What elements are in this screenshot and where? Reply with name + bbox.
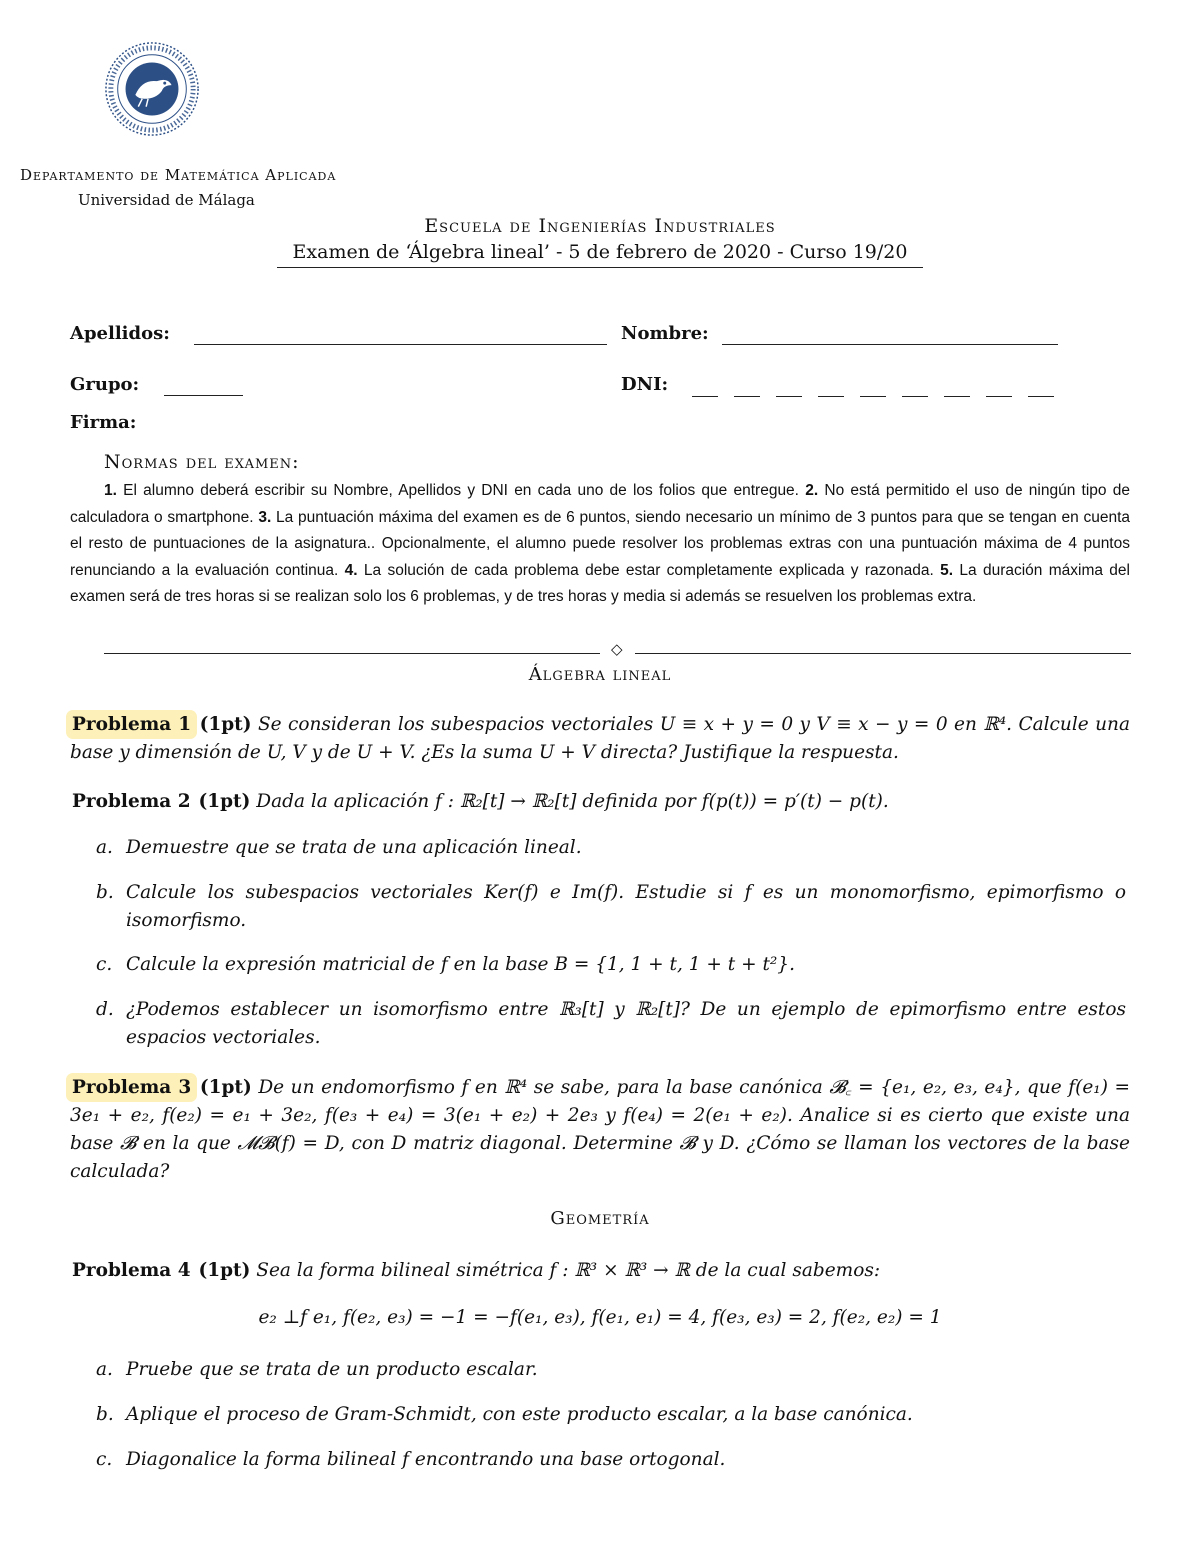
item-letter: a. <box>96 837 113 858</box>
problem-item <box>96 834 1130 862</box>
rule-number: 4. <box>344 561 358 579</box>
firma-label: Firma: <box>70 412 137 433</box>
item-text: Calcule los subespacios vectoriales Ker(f) e Im(f). Estudie si f es un monomorfismo, epimorfismo o isomorfismo. <box>126 882 1126 931</box>
problem-item <box>96 951 1130 979</box>
problem-formula: e₂ ⊥𝑓 e₁, f(e₂, e₃) = −1 = −f(e₁, e₃), f(e₁, e₁) = 4, f(e₃, e₃) = 2, f(e₂, e₂) = 1 <box>258 1307 942 1328</box>
rules-text <box>70 478 1130 611</box>
rule-number: 1. <box>104 482 117 499</box>
department-name: Departamento de Matemática Aplicada <box>20 166 337 184</box>
problem-item <box>96 996 1130 1052</box>
item-letter: c. <box>96 954 113 975</box>
dni-label: DNI: <box>621 374 669 395</box>
problem-3 <box>70 1074 1130 1186</box>
problem-title: Problema 4 <box>72 1260 191 1281</box>
dni-digit-slot[interactable] <box>692 396 718 397</box>
rule-number: 5. <box>940 561 954 579</box>
item-text: Pruebe que se trata de un producto escalar. <box>126 1359 538 1380</box>
problem-statement: Sea la forma bilineal simétrica f : ℝ³ × ℝ³ → ℝ de la cual sabemos: <box>256 1260 881 1281</box>
separator-line <box>635 653 1131 654</box>
problem-statement: De un endomorfismo f en ℝ⁴ se sabe, para la base canónica 𝓑꜀ = {e₁, e₂, e₃, e₄}, que f(e₁) = 3e₁ + e₂, f(e₂) = e₁ + 3e₂, f(e₃ + e₄) = 3(e₁ + e₂) + 2e₃ y f(e₄) = 2(e₁ + e₂). Analice si es cierto que existe una base 𝓑 en la que 𝓜𝓑(f) = D, con D matriz diagonal. Determine 𝓑 y D. ¿Cómo se llaman los vectores de la base calculada? <box>70 1077 1130 1182</box>
nombre-field[interactable] <box>722 344 1058 345</box>
nombre-label: Nombre: <box>621 323 709 344</box>
problem-item <box>96 879 1130 935</box>
diamond-icon: ◇ <box>611 640 623 658</box>
grupo-field[interactable] <box>164 395 243 396</box>
separator-line <box>104 653 600 654</box>
rule-text: La puntuación máxima del examen es de 6 puntos, siendo necesario un mínimo de 3 puntos para que se tengan en cuenta el resto de puntuaciones de la asignatura.. Opcionalmente, el alumno puede resolver los problemas extras con una puntuación máxima de 4 puntos renunciando a la evaluación continua. <box>70 508 1130 579</box>
problem-points: (1pt) <box>198 791 251 812</box>
rule-text: La duración máxima del examen será de tres horas si se realizan solo los 6 problemas, y de tres horas y media si además se resuelven los problemas extra. <box>70 561 1130 605</box>
dni-digit-slot[interactable] <box>818 396 844 397</box>
exam-title: Examen de ‘Álgebra lineal’ - 5 de febrero de 2020 - Curso 19/20 <box>277 241 923 268</box>
problem-item <box>96 1446 1130 1474</box>
rule-number: 3. <box>258 508 272 526</box>
item-letter: c. <box>96 1449 113 1470</box>
problem-statement: Dada la aplicación f : ℝ₂[t] → ℝ₂[t] definida por f(p(t)) = p′(t) − p(t). <box>256 791 889 812</box>
problem-item <box>96 1356 1130 1384</box>
item-text: ¿Podemos establecer un isomorfismo entre ℝ₃[t] y ℝ₂[t]? De un ejemplo de epimorfismo entre estos espacios vectoriales. <box>126 999 1126 1048</box>
problem-4 <box>70 1257 1130 1285</box>
item-letter: b. <box>96 882 114 903</box>
grupo-label: Grupo: <box>70 374 140 395</box>
section-title-geometry: Geometría <box>550 1208 650 1229</box>
problem-1 <box>70 711 1130 767</box>
rules-heading: Normas del examen: <box>104 451 300 473</box>
dni-digit-slot[interactable] <box>734 396 760 397</box>
dni-digit-slot[interactable] <box>986 396 1012 397</box>
apellidos-field[interactable] <box>194 344 607 345</box>
dni-digit-slot[interactable] <box>1028 396 1054 397</box>
rule-text: No está permitido el uso de ningún tipo de calculadora o smartphone. <box>70 482 1131 526</box>
problem-statement: Se consideran los subespacios vectoriales U ≡ x + y = 0 y V ≡ x − y = 0 en ℝ⁴. Calcule una base y dimensión de U, V y de U + V. ¿Es la suma U + V directa? Justifique la respuesta. <box>70 714 1131 763</box>
problem-title: Problema 2 <box>72 791 191 812</box>
apellidos-label: Apellidos: <box>70 323 170 344</box>
problem-points: (1pt) <box>198 1260 251 1281</box>
rule-text: La solución de cada problema debe estar completamente explicada y razonada. <box>363 561 934 579</box>
problem-2 <box>70 788 1130 816</box>
rule-number: 2. <box>805 482 819 499</box>
item-letter: a. <box>96 1359 113 1380</box>
item-letter: d. <box>96 999 114 1020</box>
item-text: Diagonalice la forma bilineal f encontrando una base ortogonal. <box>126 1449 726 1470</box>
problem-title: Problema 3 <box>72 1077 192 1098</box>
dni-digit-slot[interactable] <box>776 396 802 397</box>
problem-points: (1pt) <box>199 1077 252 1098</box>
university-name: Universidad de Málaga <box>78 191 255 209</box>
university-seal-logo <box>103 40 201 138</box>
item-text: Aplique el proceso de Gram-Schmidt, con este producto escalar, a la base canónica. <box>126 1404 913 1425</box>
dni-digit-slot[interactable] <box>944 396 970 397</box>
school-name: Escuela de Ingenierías Industriales <box>424 215 776 237</box>
problem-item <box>96 1401 1130 1429</box>
problem-points: (1pt) <box>199 714 252 735</box>
dni-digit-slot[interactable] <box>860 396 886 397</box>
item-text: Calcule la expresión matricial de f en la base B = {1, 1 + t, 1 + t + t²}. <box>126 954 795 975</box>
item-text: Demuestre que se trata de una aplicación lineal. <box>126 837 582 858</box>
section-title-algebra: Álgebra lineal <box>528 664 672 685</box>
item-letter: b. <box>96 1404 114 1425</box>
problem-title: Problema 1 <box>72 714 192 735</box>
dni-digit-slot[interactable] <box>902 396 928 397</box>
rule-text: El alumno deberá escribir su Nombre, Apellidos y DNI en cada uno de los folios que entregue. <box>123 482 799 499</box>
